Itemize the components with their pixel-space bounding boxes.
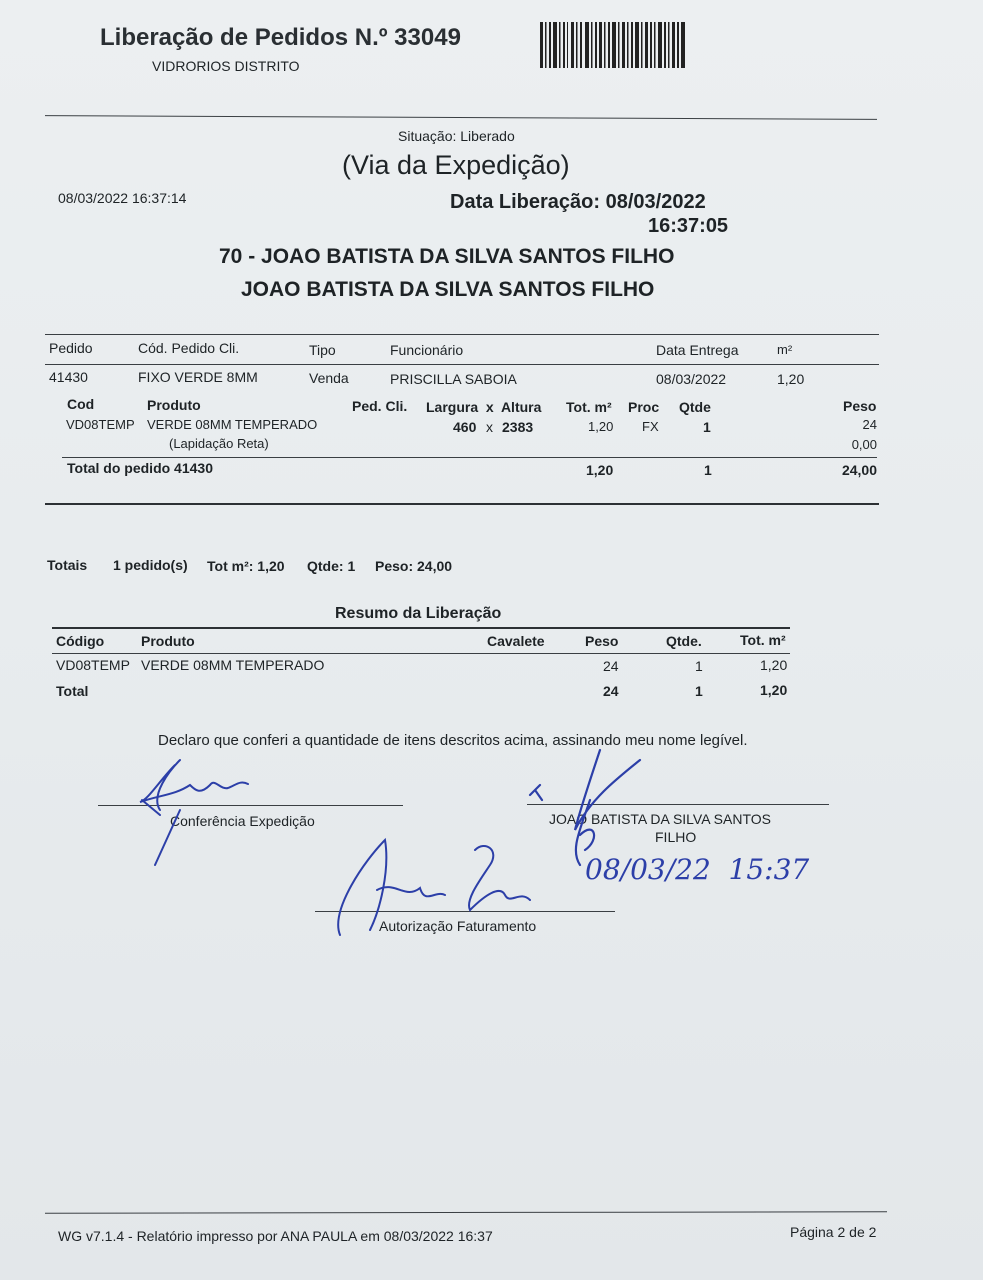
item-produto-sub: (Lapidação Reta) [169,436,269,451]
item-header-tot-m2: Tot. m² [566,399,612,415]
summary-total-tot-m2: 1,20 [760,682,788,698]
company-name: VIDRORIOS DISTRITO [152,58,300,74]
order-total-label: Total do pedido 41430 [67,460,213,476]
order-tipo: Venda [309,370,349,386]
summary-codigo: VD08TEMP [56,657,130,673]
summary-header-rule [52,653,790,654]
item-altura: 2383 [502,419,534,435]
client-line-1: 70 - JOAO BATISTA DA SILVA SANTOS FILHO [219,245,675,268]
header-divider [45,115,877,120]
printed-datetime: 08/03/2022 16:37:14 [58,190,187,206]
signature-label-client-1: JOAO BATISTA DA SILVA SANTOS [549,811,771,827]
item-header-cod: Cod [67,396,95,412]
footer-page-number: Página 2 de 2 [790,1224,877,1240]
item-qtde: 1 [703,419,711,435]
item-produto: VERDE 08MM TEMPERADO [147,417,318,432]
order-m2: 1,20 [777,371,805,387]
totals-qtde: Qtde: 1 [307,558,356,574]
item-peso-sub: 0,00 [851,437,877,452]
copy-type: (Via da Expedição) [342,150,570,180]
summary-header-cavalete: Cavalete [487,633,545,649]
footer-divider [45,1211,887,1213]
item-x: x [486,419,493,435]
item-proc: FX [642,419,659,434]
col-header-tipo: Tipo [309,342,336,358]
order-data-entrega: 08/03/2022 [656,371,727,387]
order-total-qtde: 1 [704,462,712,478]
order-funcionario: PRISCILLA SABOIA [390,371,517,387]
summary-title: Resumo da Liberação [335,605,502,622]
col-header-cod-pedido-cli: Cód. Pedido Cli. [138,340,240,356]
summary-produto: VERDE 08MM TEMPERADO [141,657,325,673]
item-tot-m2: 1,20 [588,419,614,434]
item-header-largura-altura: Largura x Altura [426,399,542,415]
declaration-text: Declaro que conferi a quantidade de itens descritos acima, assinando meu nome legível. [158,732,748,749]
item-header-ped-cli: Ped. Cli. [352,398,408,414]
summary-header-tot-m2: Tot. m² [740,632,786,648]
barcode-image [540,22,686,68]
signature-label-autorizacao: Autorização Faturamento [379,918,537,934]
item-header-qtde: Qtde [679,399,711,415]
summary-header-codigo: Código [56,633,105,649]
summary-tot-m2: 1,20 [760,657,788,673]
handwritten-date: 08/03/22 15:37 [585,853,810,886]
item-largura: 460 [453,419,477,435]
signature-label-client-2: FILHO [655,829,697,845]
col-header-data-entrega: Data Entrega [656,342,739,358]
item-header-proc: Proc [628,399,660,415]
col-header-funcionario: Funcionário [390,342,464,358]
summary-total-qtde: 1 [695,683,703,699]
order-table-bottom-rule [45,503,879,505]
release-time: 16:37:05 [648,215,729,237]
summary-total-peso: 24 [603,683,619,699]
item-header-peso: Peso [843,398,877,414]
order-total-m2: 1,20 [586,462,614,478]
item-peso: 24 [862,417,877,432]
totals-peso: Peso: 24,00 [375,558,453,574]
status-text: Situação: Liberado [398,128,515,144]
item-header-produto: Produto [147,397,201,413]
col-header-pedido: Pedido [49,340,93,356]
col-header-m2: m² [777,342,793,357]
item-cod: VD08TEMP [66,417,135,432]
handwritten-signature-left [120,740,280,880]
order-table-top-rule [45,334,879,335]
totals-label: Totais [47,557,88,573]
summary-qtde: 1 [695,658,703,674]
summary-header-peso: Peso [585,633,619,649]
order-cod-pedido-cli: FIXO VERDE 8MM [138,369,258,385]
summary-peso: 24 [603,658,619,674]
summary-total-label: Total [56,683,89,699]
summary-top-rule [52,627,790,629]
release-date: Data Liberação: 08/03/2022 [450,191,706,213]
order-total-rule [62,457,877,458]
client-line-2: JOAO BATISTA DA SILVA SANTOS FILHO [241,278,655,301]
totals-tot-m2: Tot m²: 1,20 [207,558,285,574]
document-title: Liberação de Pedidos N.º 33049 [100,24,461,51]
summary-header-qtde: Qtde. [666,633,702,649]
summary-header-produto: Produto [141,633,195,649]
totals-pedidos: 1 pedido(s) [113,557,188,573]
footer-report-info: WG v7.1.4 - Relatório impresso por ANA PAULA em 08/03/2022 16:37 [58,1228,493,1244]
order-total-peso: 24,00 [841,462,877,478]
order-header-rule [45,364,879,365]
signature-label-conferencia: Conferência Expedição [170,813,315,829]
order-pedido: 41430 [49,369,88,385]
